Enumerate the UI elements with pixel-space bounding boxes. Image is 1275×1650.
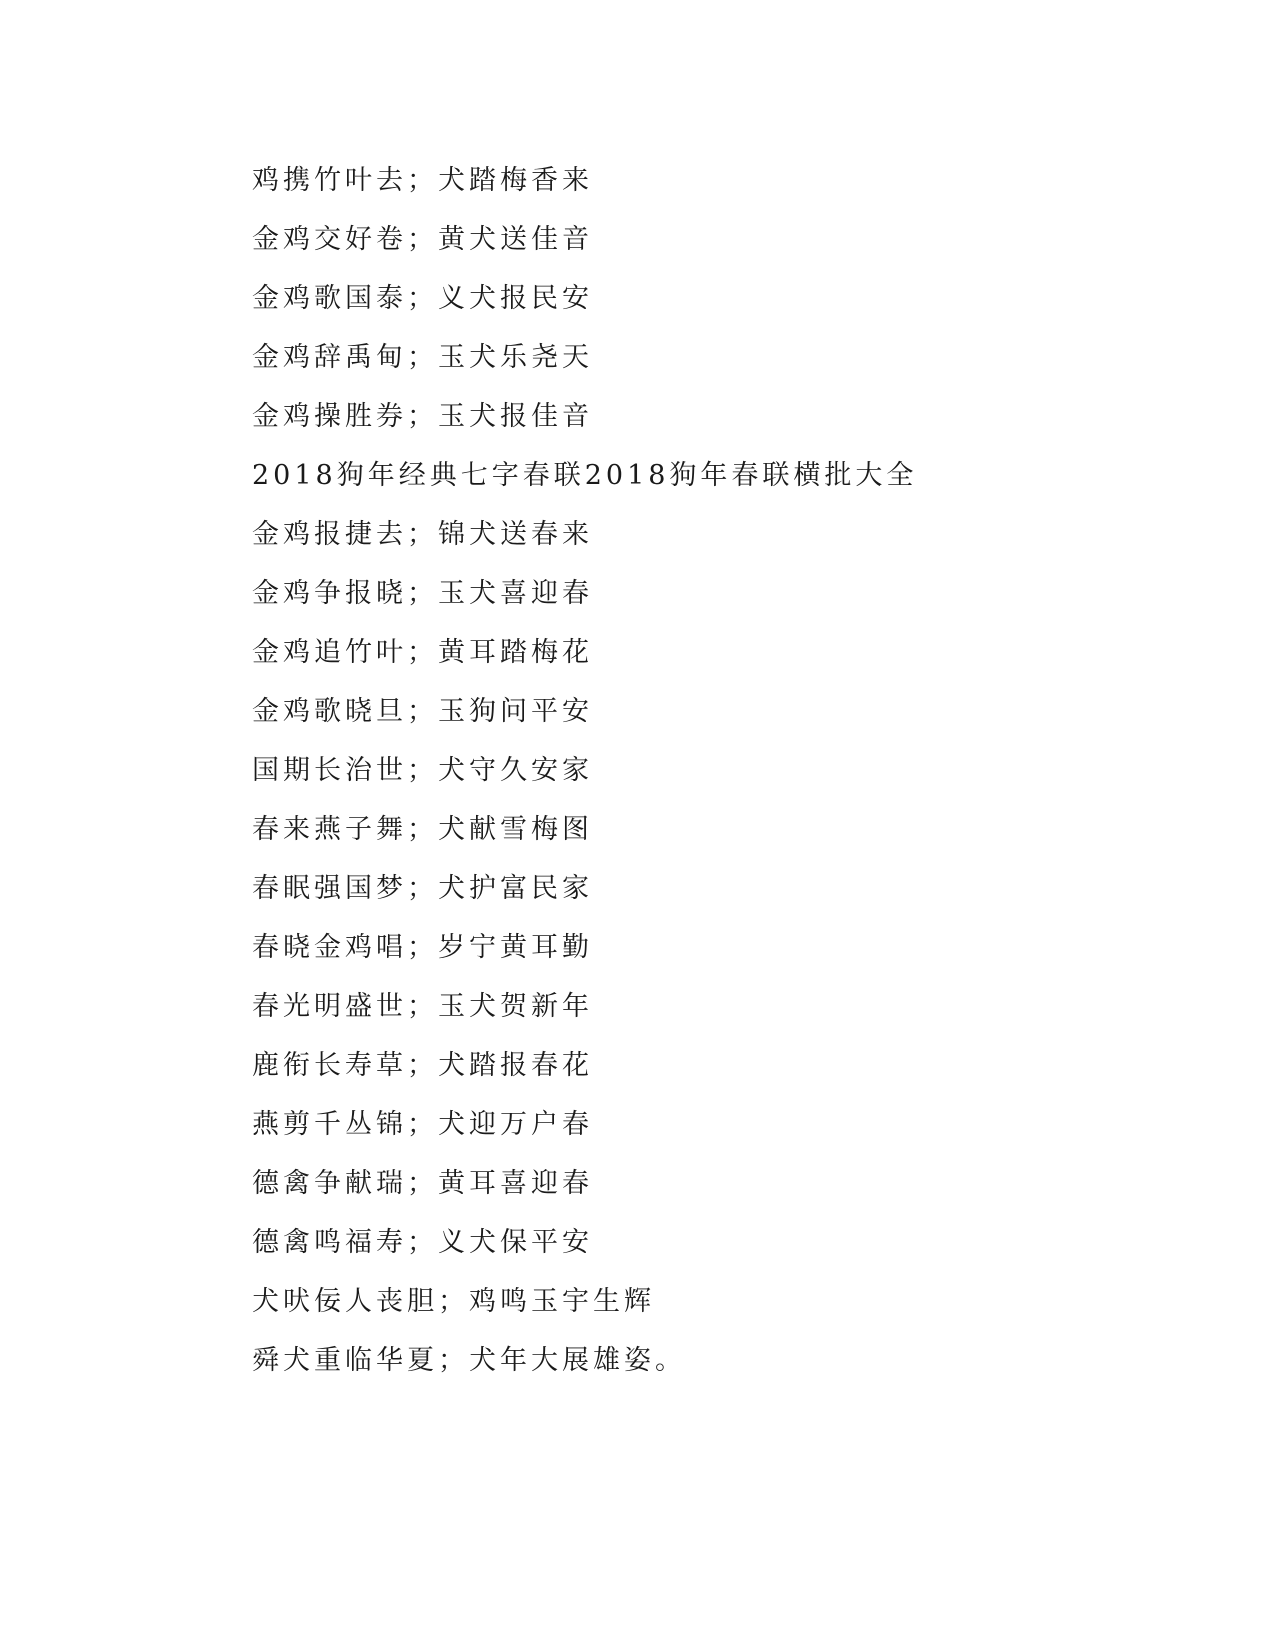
couplet-line: 金鸡交好卷；黄犬送佳音 — [252, 224, 593, 255]
couplet-line: 金鸡辞禹甸；玉犬乐尧天 — [252, 342, 593, 373]
couplet-line: 金鸡报捷去；锦犬送春来 — [252, 519, 593, 550]
couplet-line: 鸡携竹叶去；犬踏梅香来 — [252, 165, 593, 196]
couplet-line: 德禽争献瑞；黄耳喜迎春 — [252, 1168, 593, 1199]
couplet-line: 金鸡操胜券；玉犬报佳音 — [252, 401, 593, 432]
section-heading: 2018狗年经典七字春联2018狗年春联横批大全 — [252, 460, 918, 491]
couplet-line: 国期长治世；犬守久安家 — [252, 755, 593, 786]
couplet-line: 春眠强国梦；犬护富民家 — [252, 873, 593, 904]
couplet-line: 犬吠佞人丧胆；鸡鸣玉宇生辉 — [252, 1286, 655, 1317]
couplet-line: 金鸡追竹叶；黄耳踏梅花 — [252, 637, 593, 668]
couplet-line: 燕剪千丛锦；犬迎万户春 — [252, 1109, 593, 1140]
couplet-line: 春来燕子舞；犬献雪梅图 — [252, 814, 593, 845]
couplet-line: 金鸡争报晓；玉犬喜迎春 — [252, 578, 593, 609]
couplet-line: 鹿衔长寿草；犬踏报春花 — [252, 1050, 593, 1081]
couplet-line: 春晓金鸡唱；岁宁黄耳勤 — [252, 932, 593, 963]
couplet-line: 金鸡歌晓旦；玉狗问平安 — [252, 696, 593, 727]
couplet-line: 金鸡歌国泰；义犬报民安 — [252, 283, 593, 314]
couplet-list — [252, 158, 917, 1397]
couplet-line: 德禽鸣福寿；义犬保平安 — [252, 1227, 593, 1258]
couplet-line: 春光明盛世；玉犬贺新年 — [252, 991, 593, 1022]
couplet-line: 舜犬重临华夏；犬年大展雄姿。 — [252, 1345, 686, 1376]
